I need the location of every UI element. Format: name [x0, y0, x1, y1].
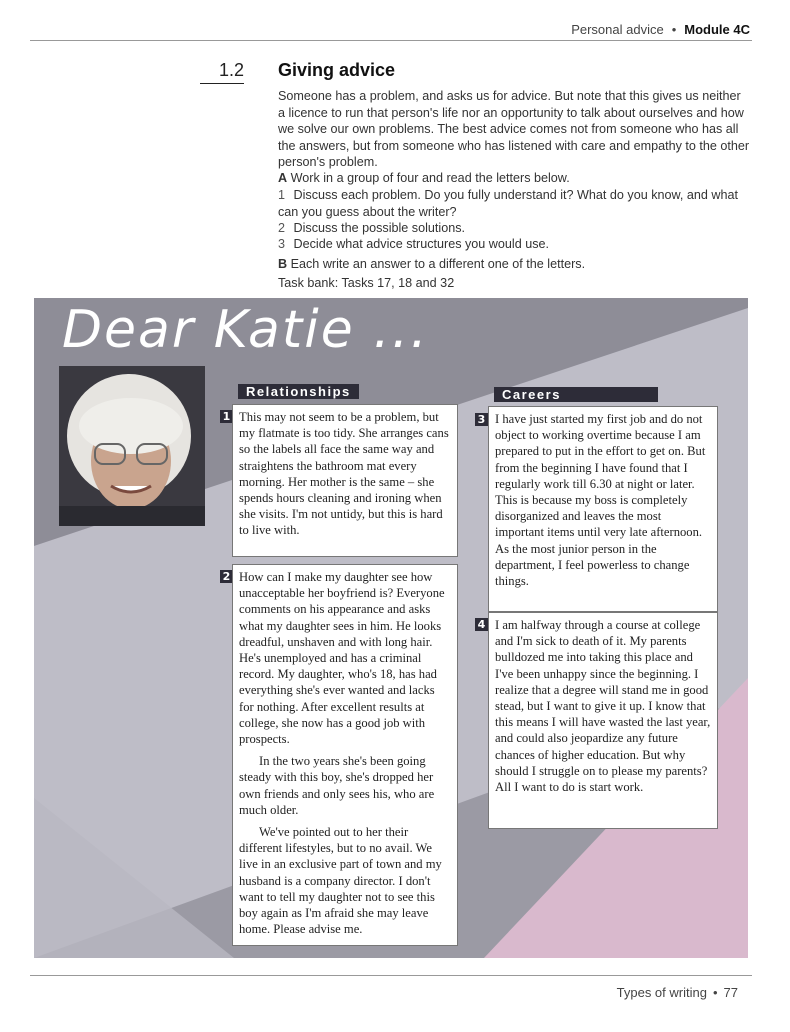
footer-rule — [30, 975, 752, 976]
portrait-icon — [59, 366, 205, 526]
header-separator: • — [671, 22, 677, 37]
instruction-step-3 — [278, 236, 750, 253]
step-text: Decide what advice structures you would use. — [293, 237, 550, 251]
header-rule — [30, 40, 752, 41]
letter-1-paragraph: This may not seem to be a problem, but my flatmate is too tidy. She arranges cans so the labels all face the same way and straightens the bathroom mat every morning. Her mother is the same – she spends hours cleaning and ironing when she visits. I'm not untidy, but this is hard to live with. — [239, 410, 449, 538]
section-title: Giving advice — [278, 60, 396, 80]
page-number: 77 — [723, 985, 738, 1000]
letter-number-4: 4 — [475, 618, 488, 631]
letter-2-paragraph-3: We've pointed out to her their different lifestyles, but to no avail. We live in an exclusive part of town and my husband is a company director. I don't want to tell my daughter not to see this boy again as I'm afraid she may leave home. Please advise me. — [239, 825, 442, 937]
letter-3-paragraph: I have just started my first job and do not object to working overtime because I am prepared to put in the effort to get on. But from the beginning I have found that I regularly work till 6.30 at night or later. This is because my boss is completely disorganized and leaves the most important items until very late afternoon. As the most junior person in the department, I feel powerless to change things. — [495, 412, 706, 589]
instruction-step-1 — [278, 187, 750, 220]
header-module: Module 4C — [684, 22, 750, 37]
category-careers: Careers — [494, 387, 658, 402]
letter-number-1: 1 — [220, 410, 233, 423]
task-bank: Task bank: Tasks 17, 18 and 32 — [278, 276, 455, 290]
instruction-b-text: Each write an answer to a different one of the letters. — [290, 257, 586, 271]
step-text: Discuss each problem. Do you fully understand it? What do you know, and what can you guess about the writer? — [278, 188, 739, 219]
running-footer — [617, 985, 738, 1000]
running-header — [571, 22, 750, 37]
letter-number-3: 3 — [475, 413, 488, 426]
instruction-a — [278, 170, 750, 187]
letter-2 — [232, 564, 458, 946]
step-text: Discuss the possible solutions. — [293, 221, 465, 235]
dear-katie-panel — [34, 298, 748, 958]
footer-separator: • — [712, 985, 718, 1000]
letter-4 — [488, 612, 718, 829]
letter-4-paragraph: I am halfway through a course at college and I'm sick to death of it. My parents bulldozed me into taking this place and I've been unhappy since the beginning. I realize that a degree will stand me in good stead, but I want to give it up. I know that this means I will have wasted the last year, and could also jeopardize any future chances of higher education. But why should I struggle on to please my parents? All I want to do is start work. — [495, 618, 711, 795]
letter-1 — [232, 404, 458, 557]
step-number: 1 — [278, 188, 286, 202]
section-intro: Someone has a problem, and asks us for advice. But note that this gives us neither a licence to run that person's life nor an opportunity to talk about ourselves and how we solve our own problems. The best advice comes not from someone who has all the answers, but from someone who has listened with care and empathy to the other person's problem. — [278, 89, 750, 169]
instruction-a-letter: A — [278, 171, 288, 185]
section-number: 1.2 — [200, 60, 244, 84]
header-section: Personal advice — [571, 22, 664, 37]
panel-title: Dear Katie ... — [62, 300, 429, 360]
category-relationships: Relationships — [238, 384, 359, 399]
letter-3 — [488, 406, 718, 612]
letter-2-paragraph-2: In the two years she's been going steady with this boy, she's dropped her own friends and only sees his, who are much older. — [239, 754, 435, 817]
step-number: 3 — [278, 237, 286, 251]
step-number: 2 — [278, 221, 286, 235]
footer-text: Types of writing — [616, 985, 707, 1000]
instruction-step-2 — [278, 220, 750, 237]
advisor-photo — [59, 366, 205, 526]
instruction-b — [278, 256, 750, 273]
letter-2-paragraph-1: How can I make my daughter see how unacceptable her boyfriend is? Everyone comments on his appearance and asks what my daughter sees in him. He looks dreadful, unshaven and with long hair. He's unemployed and has a criminal record. My daughter, who's 18, has had everything she's ever wanted and lacks for nothing. After excellent results at college, she now has a good job with prospects. — [239, 570, 445, 747]
instruction-b-letter: B — [278, 257, 288, 271]
letter-number-2: 2 — [220, 570, 233, 583]
instruction-a-text: Work in a group of four and read the letters below. — [290, 171, 570, 185]
